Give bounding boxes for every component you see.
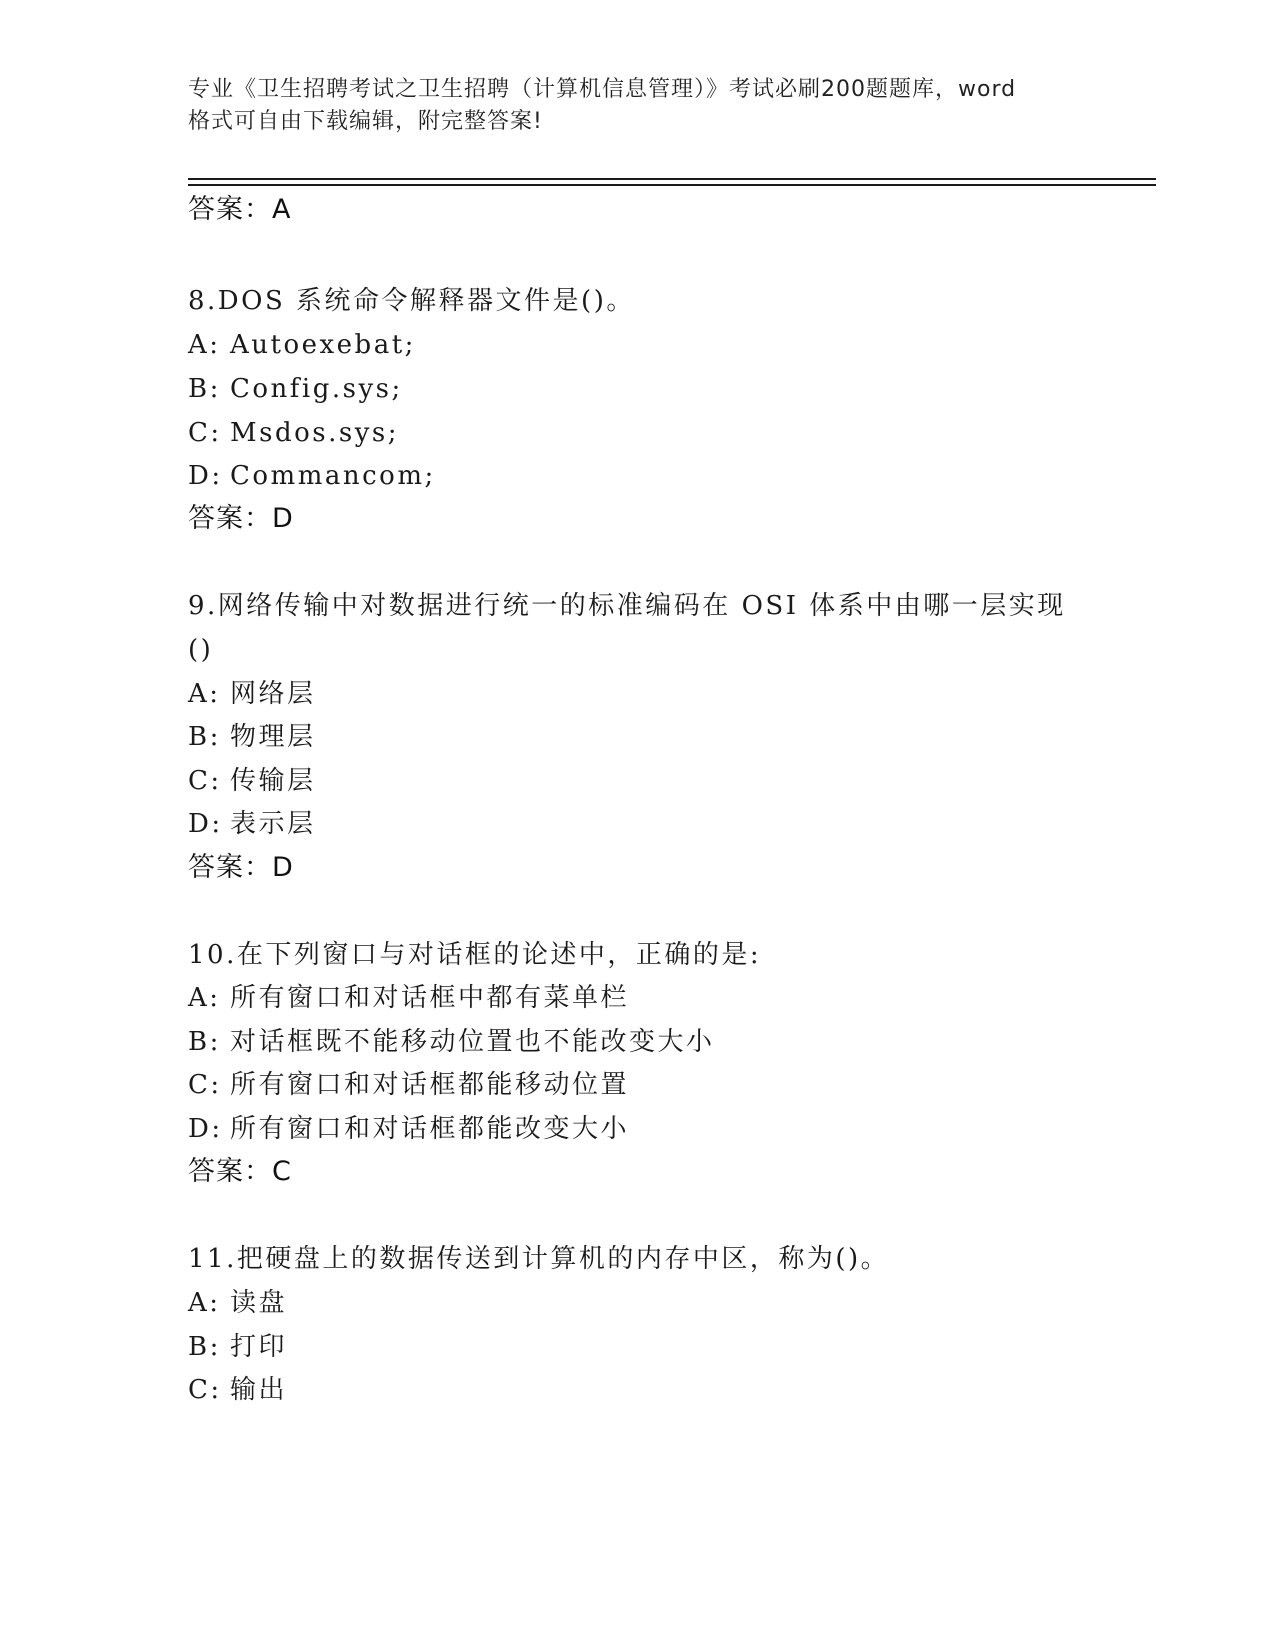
option-text: 输出 xyxy=(230,1375,288,1405)
option-text: Config.sys; xyxy=(230,374,403,404)
option-key: A: xyxy=(188,679,221,709)
question-8-option-d xyxy=(188,458,436,494)
question-9-answer: 答案：D xyxy=(188,852,294,883)
option-key: D: xyxy=(188,461,223,491)
question-11-option-c xyxy=(188,1372,287,1408)
question-10-stem: 10.在下列窗口与对话框的论述中，正确的是: xyxy=(188,940,762,970)
option-key: B: xyxy=(188,1332,221,1362)
option-text: 网络层 xyxy=(230,679,316,709)
option-key: C: xyxy=(188,1375,222,1405)
question-9-option-b xyxy=(188,719,316,755)
question-8-option-a xyxy=(188,327,416,363)
option-text: 对话框既不能移动位置也不能改变大小 xyxy=(230,1027,715,1057)
question-10-option-c xyxy=(188,1067,629,1103)
question-11-stem: 11.把硬盘上的数据传送到计算机的内存中区，称为()。 xyxy=(188,1244,890,1274)
option-key: A: xyxy=(188,330,221,360)
option-key: C: xyxy=(188,418,222,448)
header-rule-top xyxy=(188,178,1156,180)
question-8-option-b xyxy=(188,371,403,407)
option-key: A: xyxy=(188,1288,221,1318)
question-9-stem-line-2: () xyxy=(188,635,214,665)
option-key: B: xyxy=(188,1027,221,1057)
question-9-option-c xyxy=(188,763,316,799)
option-text: 读盘 xyxy=(230,1288,288,1318)
option-text: 所有窗口和对话框都能改变大小 xyxy=(230,1114,630,1144)
answer-previous: 答案：A xyxy=(188,194,292,225)
option-key: C: xyxy=(188,1070,222,1100)
question-11-option-b xyxy=(188,1329,287,1365)
option-key: D: xyxy=(188,809,223,839)
option-text: Msdos.sys; xyxy=(230,418,400,448)
option-text: 表示层 xyxy=(230,809,316,839)
question-8-stem: 8.DOS 系统命令解释器文件是()。 xyxy=(188,286,635,316)
question-10-answer: 答案：C xyxy=(188,1156,292,1187)
option-key: B: xyxy=(188,722,221,752)
option-text: 所有窗口和对话框都能移动位置 xyxy=(230,1070,630,1100)
header-rule-bottom xyxy=(188,184,1156,186)
question-10-option-d xyxy=(188,1111,629,1147)
question-9-option-a xyxy=(188,676,316,712)
option-key: D: xyxy=(188,1114,223,1144)
option-text: 所有窗口和对话框中都有菜单栏 xyxy=(230,983,630,1013)
question-11-option-a xyxy=(188,1285,287,1321)
question-8-answer: 答案：D xyxy=(188,503,294,534)
option-text: 传输层 xyxy=(230,766,316,796)
document-header xyxy=(188,74,1088,138)
option-text: Autoexebat; xyxy=(230,330,416,360)
option-text: 物理层 xyxy=(230,722,316,752)
question-9-option-d xyxy=(188,806,316,842)
option-key: C: xyxy=(188,766,222,796)
header-line-2: 格式可自由下载编辑，附完整答案! xyxy=(188,109,543,134)
option-key: A: xyxy=(188,983,221,1013)
option-text: Commancom; xyxy=(230,461,436,491)
option-text: 打印 xyxy=(230,1332,288,1362)
question-10-option-a xyxy=(188,980,629,1016)
question-10-option-b xyxy=(188,1024,715,1060)
question-8-option-c xyxy=(188,415,399,451)
question-9-stem-line-1: 9.网络传输中对数据进行统一的标准编码在 OSI 体系中由哪一层实现 xyxy=(188,591,1066,621)
header-line-1: 专业《卫生招聘考试之卫生招聘（计算机信息管理）》考试必刷200题题库，word xyxy=(188,77,1017,102)
option-key: B: xyxy=(188,374,221,404)
